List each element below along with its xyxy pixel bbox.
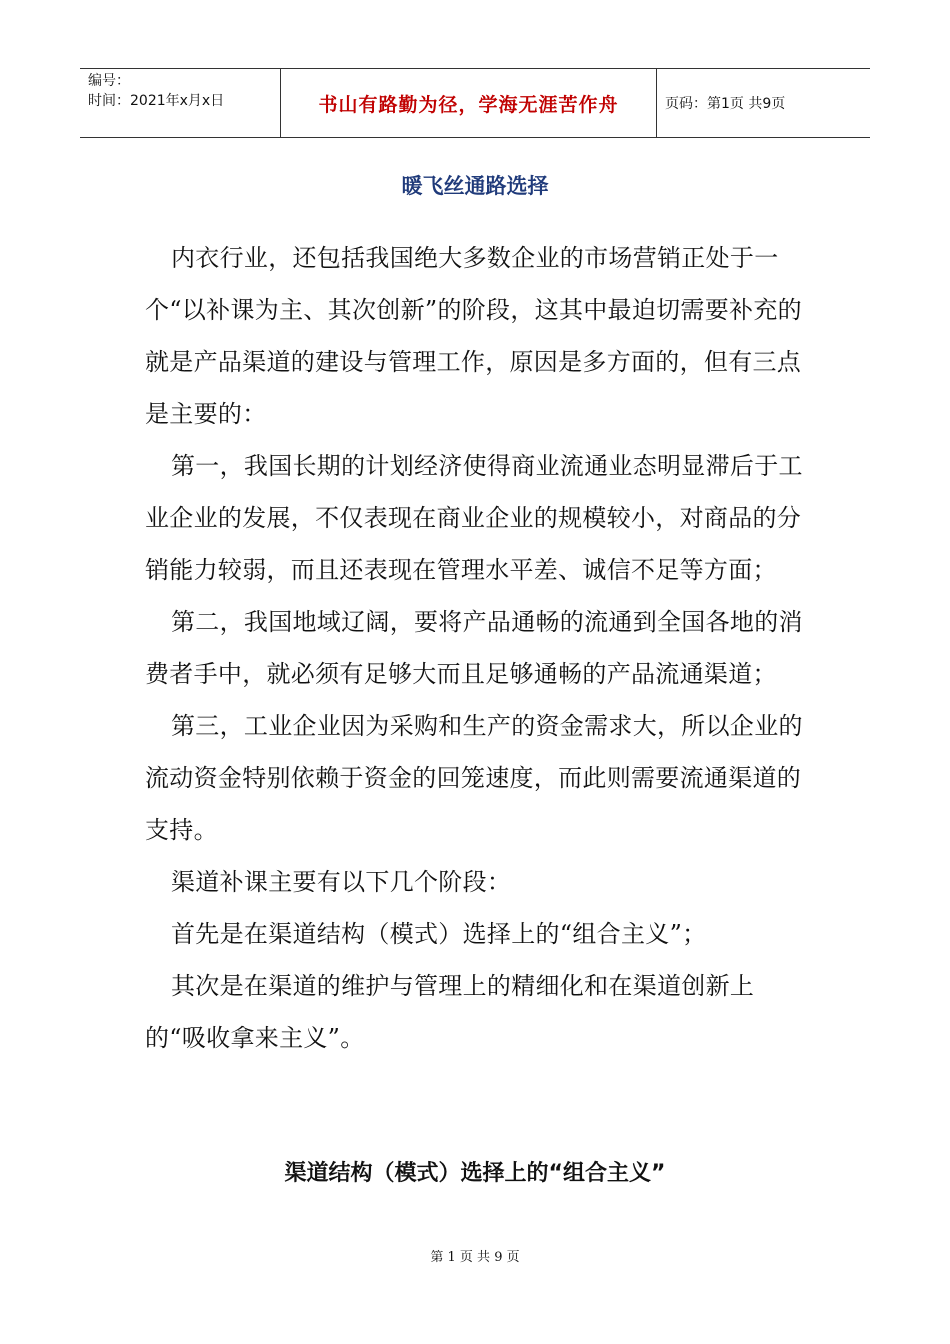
paragraph: 渠道补课主要有以下几个阶段： bbox=[171, 868, 512, 896]
section-heading: 渠道结构（模式）选择上的“组合主义” bbox=[284, 1161, 666, 1186]
paragraph: 其次是在渠道的维护与管理上的精细化和在渠道创新上的“吸收拿来主义”。 bbox=[145, 972, 755, 1052]
header-motto: 书山有路勤为径，学海无涯苦作舟 bbox=[318, 93, 619, 116]
document-title: 暖飞丝通路选择 bbox=[401, 174, 549, 198]
document-header bbox=[80, 68, 870, 138]
paragraph: 内衣行业，还包括我国绝大多数企业的市场营销正处于一个“以补课为主、其次创新”的阶段，这其中最迫切需要补充的就是产品渠道的建设与管理工作，原因是多方面的，但有三点是主要的： bbox=[145, 244, 802, 428]
document-number-label: 编号： bbox=[88, 73, 130, 89]
paragraph: 第一，我国长期的计划经济使得商业流通业态明显滞后于工业企业的发展，不仅表现在商业企业的规模较小，对商品的分销能力较弱，而且还表现在管理水平差、诚信不足等方面； bbox=[145, 452, 803, 584]
header-page-info: 页码：第1页 共9页 bbox=[665, 96, 786, 112]
header-meta-cell bbox=[80, 69, 281, 137]
paragraph: 第三，工业企业因为采购和生产的资金需求大，所以企业的流动资金特别依赖于资金的回笼速度，而此则需要流通渠道的支持。 bbox=[145, 712, 803, 844]
header-motto-cell bbox=[281, 69, 657, 137]
header-page-cell bbox=[657, 69, 870, 137]
document-time-label: 时间：2021年x月x日 bbox=[88, 93, 225, 109]
page-footer: 第 1 页 共 9 页 bbox=[430, 1250, 520, 1265]
document-body bbox=[145, 232, 805, 1064]
paragraph: 第二，我国地域辽阔，要将产品通畅的流通到全国各地的消费者手中，就必须有足够大而且足够通畅的产品流通渠道； bbox=[145, 608, 803, 688]
paragraph: 首先是在渠道结构（模式）选择上的“组合主义”； bbox=[171, 920, 707, 948]
